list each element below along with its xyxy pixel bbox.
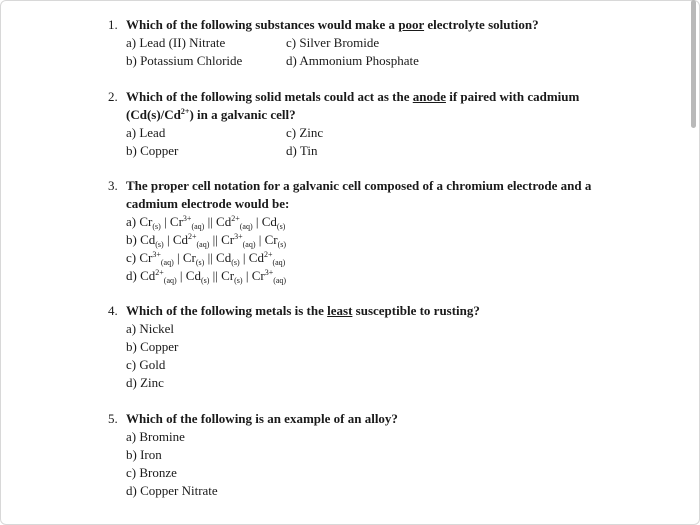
question-text-line2: cadmium electrode would be: bbox=[126, 196, 290, 211]
question-number: 5. bbox=[108, 411, 118, 426]
question-text: Which of the following solid metals could act as the anode if paired with cadmium bbox=[126, 89, 580, 104]
option-a[interactable]: a) Nickel bbox=[126, 321, 175, 336]
scrollbar-thumb[interactable] bbox=[691, 0, 696, 128]
option-a[interactable]: a) Bromine bbox=[126, 429, 185, 444]
option-c[interactable]: c) Gold bbox=[126, 357, 166, 372]
option-a[interactable]: a) Lead bbox=[126, 125, 166, 140]
question-text-line2: $(Cd(s)/Cd^{2+})$ in a galvanic cell? bbox=[126, 107, 296, 122]
option-d[interactable]: d) Tin bbox=[286, 143, 318, 158]
question-text: Which of the following metals is the least susceptible to rusting? bbox=[126, 303, 480, 318]
question-text: Which of the following is an example of an alloy? bbox=[126, 411, 398, 426]
option-d[interactable]: d) $Cd^{2+}_{(aq)}$ | $Cd_{(s)}$ || $Cr_{(s)}$ | $Cr^{3+}_{(aq)}$ bbox=[126, 268, 287, 285]
question-text: The proper cell notation for a galvanic cell composed of a chromium electrode and a bbox=[126, 178, 592, 193]
option-d[interactable]: d) Copper Nitrate bbox=[126, 483, 218, 498]
option-c[interactable]: c) Silver Bromide bbox=[286, 35, 380, 50]
question-number: 4. bbox=[108, 303, 118, 318]
question-number: 2. bbox=[108, 89, 118, 104]
option-b[interactable]: b) Copper bbox=[126, 339, 179, 354]
option-c[interactable]: c) Bronze bbox=[126, 465, 177, 480]
option-d[interactable]: d) Zinc bbox=[126, 375, 164, 390]
option-c[interactable]: c) $Cr^{3+}_{(aq)}$ | $Cr_{(s)}$ || $Cd_{(s)}$ | $Cd^{2+}_{(aq)}$ bbox=[126, 250, 286, 267]
option-a[interactable]: a) $Cr_{(s)}$ | $Cr^{3+}_{(aq)}$ || $Cd^{2+}_{(aq)}$ | $Cd_{(s)}$ bbox=[126, 214, 286, 231]
option-b[interactable]: b) Copper bbox=[126, 143, 179, 158]
option-b[interactable]: b) $Cd_{(s)}$ | $Cd^{2+}_{(aq)}$ || $Cr^{3+}_{(aq)}$ | $Cr_{(s)}$ bbox=[126, 232, 287, 249]
option-c[interactable]: c) Zinc bbox=[286, 125, 324, 140]
question-number: 1. bbox=[108, 17, 118, 32]
question-text: Which of the following substances would make a poor electrolyte solution? bbox=[126, 17, 539, 32]
option-b[interactable]: b) Potassium Chloride bbox=[126, 53, 243, 68]
question-number: 3. bbox=[108, 178, 118, 193]
option-a[interactable]: a) Lead (II) Nitrate bbox=[126, 35, 226, 50]
option-d[interactable]: d) Ammonium Phosphate bbox=[286, 53, 419, 68]
option-b[interactable]: b) Iron bbox=[126, 447, 162, 462]
